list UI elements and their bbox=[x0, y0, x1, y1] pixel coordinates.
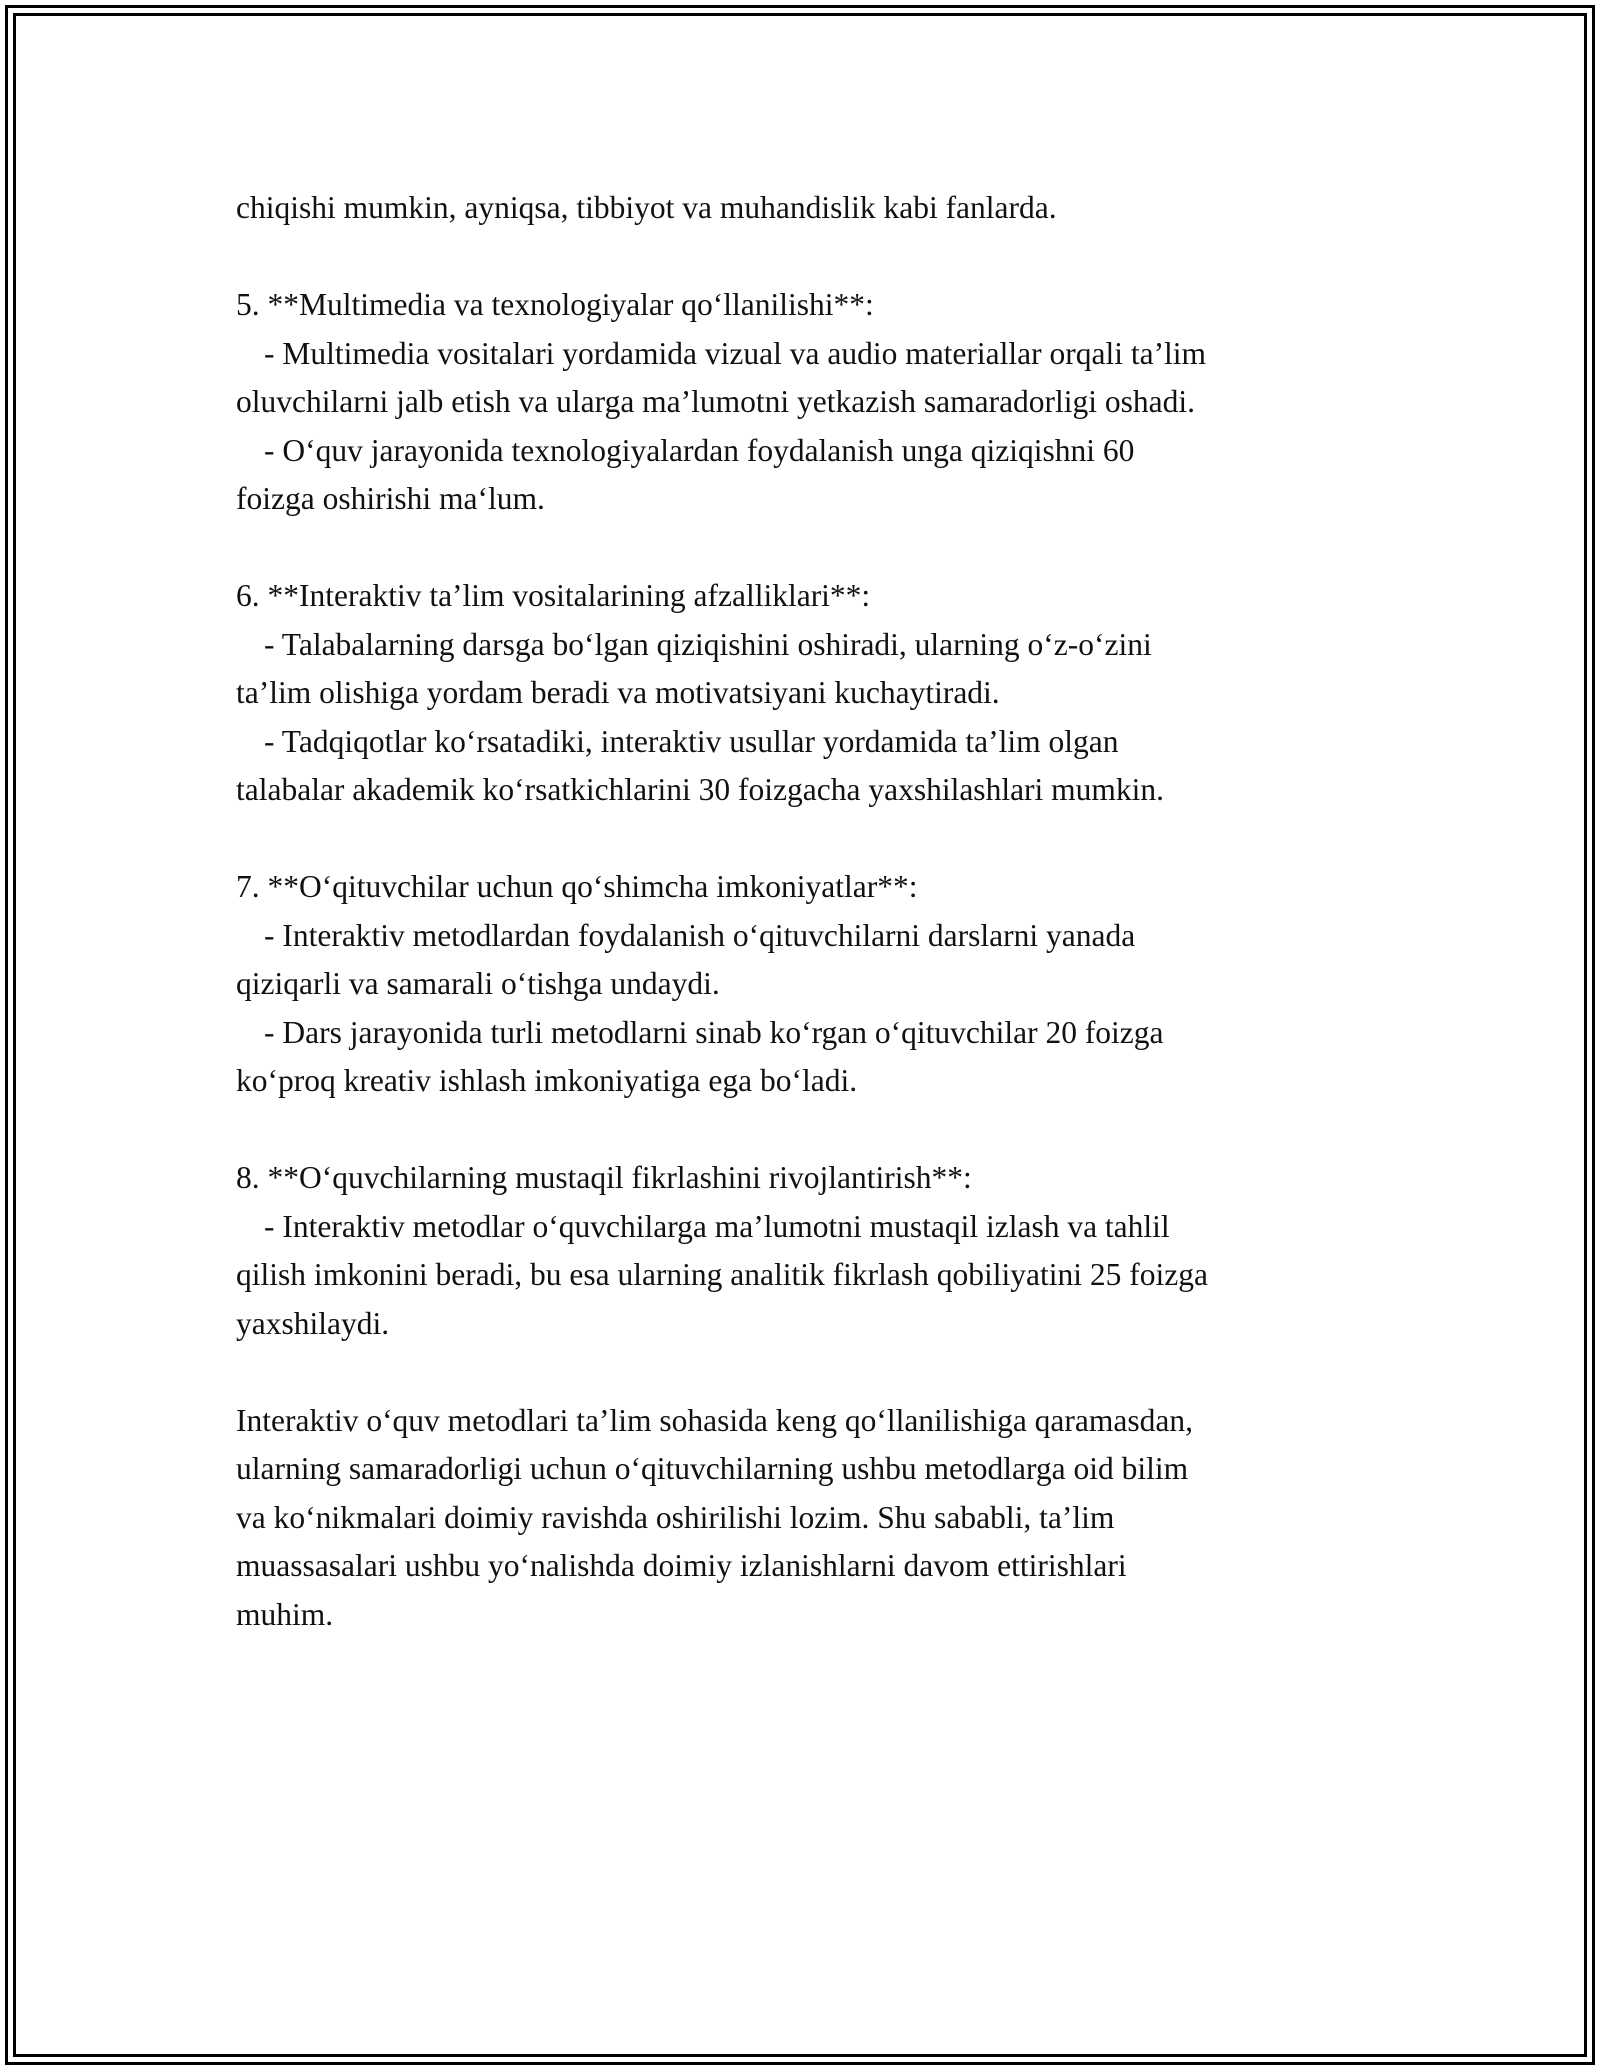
text-line: ko‘proq kreativ ishlash imkoniyatiga ega bo‘ladi. bbox=[236, 1063, 858, 1098]
conclusion-line: Interaktiv o‘quv metodlari ta’lim sohasida keng qo‘llanilishiga qaramasdan, bbox=[236, 1402, 1193, 1438]
text-line: talabalar akademik ko‘rsatkichlarini 30 foizgacha yaxshilashlari mumkin. bbox=[236, 772, 1165, 807]
conclusion-line: muassasalari ushbu yo‘nalishda doimiy izlanishlarni davom ettirishlari bbox=[236, 1548, 1127, 1583]
text-line: qilish imkonini beradi, bu esa ularning analitik fikrlash qobiliyatini 25 foizga bbox=[236, 1257, 1208, 1292]
text-line: oluvchilarni jalb etish va ularga ma’lumotni yetkazish samaradorligi oshadi. bbox=[236, 384, 1196, 419]
list-item-heading: 5. **Multimedia va texnologiyalar qo‘llanilishi**: bbox=[236, 287, 874, 322]
list-subitem-line: - Interaktiv metodlardan foydalanish o‘qituvchilarni darslarni yanada bbox=[264, 917, 1136, 953]
list-item-heading: 8. **O‘quvchilarning mustaqil fikrlashini rivojlantirish**: bbox=[236, 1160, 972, 1195]
paragraph-gap bbox=[236, 1106, 1386, 1155]
paragraph-gap bbox=[236, 233, 1386, 282]
conclusion-line: muhim. bbox=[236, 1596, 334, 1632]
text-line: ta’lim olishiga yordam beradi va motivatsiyani kuchaytiradi. bbox=[236, 675, 1000, 710]
paragraph-gap bbox=[236, 1348, 1386, 1397]
text-line: foizga oshirishi ma‘lum. bbox=[236, 481, 545, 516]
document-body bbox=[236, 184, 1386, 1639]
paragraph-gap bbox=[236, 815, 1386, 864]
text-line: yaxshilaydi. bbox=[236, 1305, 390, 1341]
text-line: chiqishi mumkin, ayniqsa, tibbiyot va muhandislik kabi fanlarda. bbox=[236, 190, 1057, 225]
list-item-heading: 7. **O‘qituvchilar uchun qo‘shimcha imkoniyatlar**: bbox=[236, 869, 918, 904]
list-item-heading: 6. **Interaktiv ta’lim vositalarining afzalliklari**: bbox=[236, 578, 871, 613]
list-subitem-line: - Dars jarayonida turli metodlarni sinab ko‘rgan o‘qituvchilar 20 foizga bbox=[264, 1014, 1164, 1050]
list-subitem-line: - O‘quv jarayonida texnologiyalardan foydalanish unga qiziqishni 60 bbox=[264, 432, 1135, 468]
conclusion-line: va ko‘nikmalari doimiy ravishda oshirilishi lozim. Shu sababli, ta’lim bbox=[236, 1499, 1115, 1535]
paragraph-gap bbox=[236, 524, 1386, 573]
conclusion-line: ularning samaradorligi uchun o‘qituvchilarning ushbu metodlarga oid bilim bbox=[236, 1451, 1189, 1486]
list-subitem-line: - Interaktiv metodlar o‘quvchilarga ma’lumotni mustaqil izlash va tahlil bbox=[264, 1208, 1170, 1244]
text-line: qiziqarli va samarali o‘tishga undaydi. bbox=[236, 966, 720, 1001]
list-subitem-line: - Talabalarning darsga bo‘lgan qiziqishini oshiradi, ularning o‘z-o‘zini bbox=[264, 626, 1152, 662]
list-subitem-line: - Tadqiqotlar ko‘rsatadiki, interaktiv usullar yordamida ta’lim olgan bbox=[264, 723, 1119, 759]
list-subitem-line: - Multimedia vositalari yordamida vizual va audio materiallar orqali ta’lim bbox=[264, 335, 1207, 371]
